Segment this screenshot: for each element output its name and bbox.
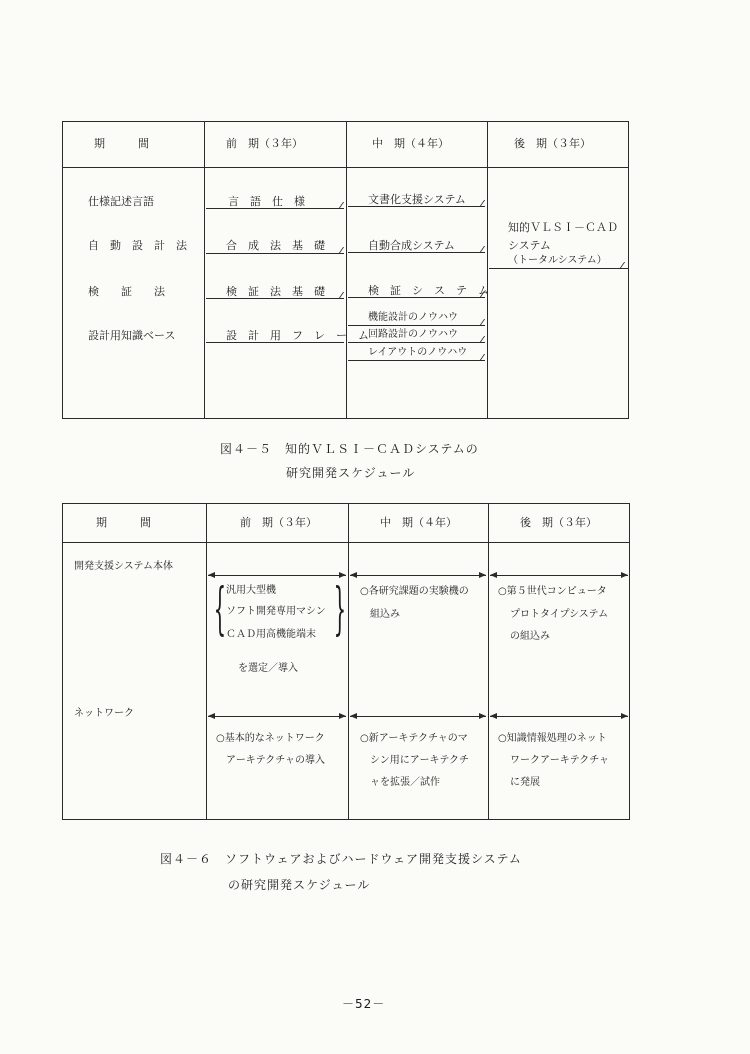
left-brace: { — [213, 577, 227, 642]
late-task: （トータルシステム） — [508, 255, 607, 266]
middle-task: 組込み — [370, 609, 400, 620]
middle-task: ャを拡張／試作 — [370, 777, 440, 788]
header-early: 前 期（３年） — [240, 516, 317, 529]
arrow-head-right — [479, 713, 486, 719]
schedule-bar — [348, 342, 485, 343]
equipment-item: ソフト開発専用マシン — [226, 606, 326, 617]
table-1-col-divider — [204, 121, 205, 419]
table-1-col-divider — [346, 121, 347, 419]
early-task: ○基本的なネットワーク — [216, 733, 325, 744]
figure-caption-4-6-line1: 図４－６ ソフトウェアおよびハードウェア開発支援システム — [160, 852, 522, 866]
arrow-head-right — [479, 572, 486, 578]
late-task: プロトタイプシステム — [510, 609, 609, 620]
header-period: 期 間 — [94, 137, 149, 150]
timeline-arrow — [208, 575, 346, 576]
early-task: アーキテクチャの導入 — [226, 755, 325, 766]
header-period: 期 間 — [96, 516, 151, 529]
section-label-dev-system: 開発支援システム本体 — [74, 561, 173, 572]
row-label-spec-language: 仕様記述言語 — [88, 195, 154, 208]
schedule-bar — [206, 342, 344, 343]
middle-task: 検 証 シ ス テ ム — [368, 284, 489, 297]
middle-task: シン用にアーキテクチ — [370, 755, 470, 766]
timeline-arrow — [350, 716, 486, 717]
header-middle: 中 期（４年） — [380, 516, 457, 529]
section-label-network: ネットワーク — [74, 708, 134, 719]
early-task: 検 証 法 基 礎 — [226, 285, 325, 298]
late-task: ワークアーキテクチャ — [510, 755, 609, 766]
table-2-header-rule — [62, 542, 630, 543]
page-number: －52－ — [342, 997, 386, 1011]
header-early: 前 期（３年） — [226, 137, 303, 150]
late-task: ○知識情報処理のネット — [498, 733, 607, 744]
right-brace: } — [333, 577, 347, 642]
middle-task: レイアウトのノウハウ — [368, 347, 468, 358]
middle-task: ○各研究課題の実験機の — [360, 586, 469, 597]
middle-task: 回路設計のノウハウ — [368, 329, 458, 340]
header-late: 後 期（３年） — [514, 137, 591, 150]
arrow-head-left — [490, 713, 497, 719]
late-task: システム — [508, 239, 551, 252]
late-task: に発展 — [510, 777, 540, 788]
table-2-frame — [62, 503, 630, 820]
early-task: 合 成 法 基 礎 — [226, 239, 325, 252]
schedule-bar — [348, 360, 485, 361]
arrow-head-left — [208, 713, 215, 719]
arrow-head-left — [490, 572, 497, 578]
timeline-arrow — [208, 716, 346, 717]
arrow-head-left — [350, 572, 357, 578]
middle-task: 機能設計のノウハウ — [368, 312, 458, 323]
schedule-bar — [206, 298, 344, 299]
timeline-arrow — [490, 716, 628, 717]
schedule-bar — [489, 268, 628, 269]
equipment-item: 汎用大型機 — [226, 585, 276, 596]
arrow-head-right — [339, 713, 346, 719]
schedule-bar — [348, 297, 485, 298]
table-2-col-divider — [206, 503, 207, 820]
row-label-verification: 検 証 法 — [88, 285, 165, 298]
middle-task: 文書化支援システム — [368, 193, 466, 206]
middle-task: ○新アーキテクチャのマ — [360, 733, 468, 744]
table-1-col-divider — [487, 121, 488, 419]
arrow-head-left — [350, 713, 357, 719]
late-task: の組込み — [510, 631, 550, 642]
arrow-head-right — [621, 572, 628, 578]
schedule-bar — [348, 252, 485, 253]
middle-task: 自動合成システム — [368, 239, 455, 252]
late-task: 知的ＶＬＳＩ－ＣＡＤ — [508, 221, 618, 234]
header-late: 後 期（３年） — [520, 516, 597, 529]
figure-caption-4-5-line2: 研究開発スケジュール — [286, 466, 416, 480]
table-2-col-divider — [348, 503, 349, 820]
row-label-knowledge-base: 設計用知識ベース — [88, 329, 176, 342]
timeline-arrow — [350, 575, 486, 576]
timeline-arrow — [490, 575, 628, 576]
row-label-auto-design: 自 動 設 計 法 — [88, 239, 187, 252]
early-task: 言 語 仕 様 — [228, 195, 305, 208]
equipment-tail: を選定／導入 — [238, 663, 298, 674]
table-2-col-divider — [488, 503, 489, 820]
early-task: 設 計 用 フ レ ー ム — [226, 329, 369, 342]
schedule-bar — [206, 208, 344, 209]
figure-caption-4-6-line2: の研究開発スケジュール — [228, 878, 371, 892]
schedule-bar — [348, 325, 485, 326]
schedule-bar — [206, 253, 344, 254]
equipment-item: ＣＡＤ用高機能端末 — [226, 629, 316, 640]
header-middle: 中 期（４年） — [372, 137, 449, 150]
late-task: ○第５世代コンピュータ — [498, 586, 607, 597]
figure-caption-4-5-line1: 図４－５ 知的ＶＬＳＩ－ＣＡＤシステムの — [220, 442, 479, 456]
schedule-bar — [348, 206, 485, 207]
arrow-head-right — [621, 713, 628, 719]
